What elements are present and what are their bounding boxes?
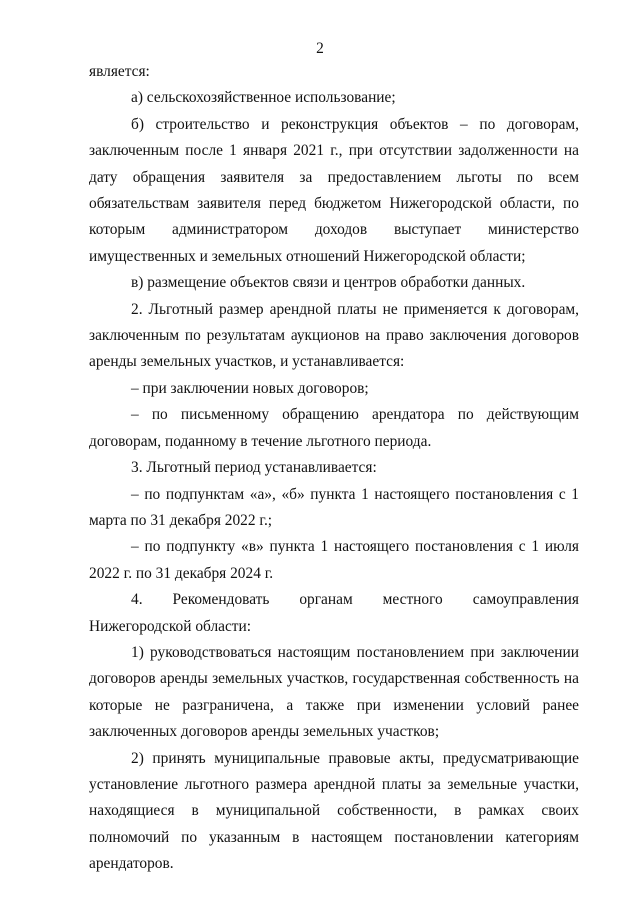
paragraph-item-a: а) сельскохозяйственное использование;: [131, 89, 396, 107]
paragraph-clause-4: 4. Рекомендовать органам местного самоуправления Нижегородской области:: [89, 591, 579, 635]
paragraph-item-v: в) размещение объектов связи и центров обработки данных.: [131, 274, 526, 292]
document-body: [89, 59, 579, 878]
paragraph-continuation: является:: [89, 63, 150, 80]
paragraph-item-b: б) строительство и реконструкция объектов – по договорам, заключенным после 1 января 2021 г., при отсутствии задолженности на дату обращения заявителя за предоставлением льготы по всем обязательствам заявителя перед бюджетом Нижегородской области, по которым администратором доходов выступает министерство имущественных и земельных отношений Нижегородской области;: [89, 115, 579, 265]
paragraph-clause-3: 3. Льготный период устанавливается:: [131, 459, 377, 477]
paragraph-subitem-1: 1) руководствоваться настоящим постановлением при заключении договоров аренды земельных участков, государственная собственность на которые не разграничена, а также при изменении условий ранее заключенных договоров аренды земельных участков;: [89, 643, 579, 741]
paragraph-subitem-2: 2) принять муниципальные правовые акты, предусматривающие установление льготного размера арендной платы за земельные участки, находящиеся в муниципальной собственности, в рамках своих полномочий по указанным в настоящем постановлении категориям арендаторов.: [89, 749, 579, 873]
paragraph-dash-written-request: – по письменному обращению арендатора по действующим договорам, поданному в течение льготного периода.: [89, 406, 579, 450]
page-number: 2: [316, 40, 324, 57]
paragraph-clause-2: 2. Льготный размер арендной платы не применяется к договорам, заключенным по результатам аукционов на право заключения договоров аренды земельных участков, и устанавливается:: [89, 300, 579, 371]
paragraph-dash-period-ab: – по подпунктам «а», «б» пункта 1 настоящего постановления с 1 марта по 31 декабря 2022 г.;: [89, 485, 579, 529]
paragraph-dash-period-v: – по подпункту «в» пункта 1 настоящего постановления с 1 июля 2022 г. по 31 декабря 2024 г.: [89, 538, 579, 582]
paragraph-dash-new-contracts: – при заключении новых договоров;: [131, 379, 369, 397]
